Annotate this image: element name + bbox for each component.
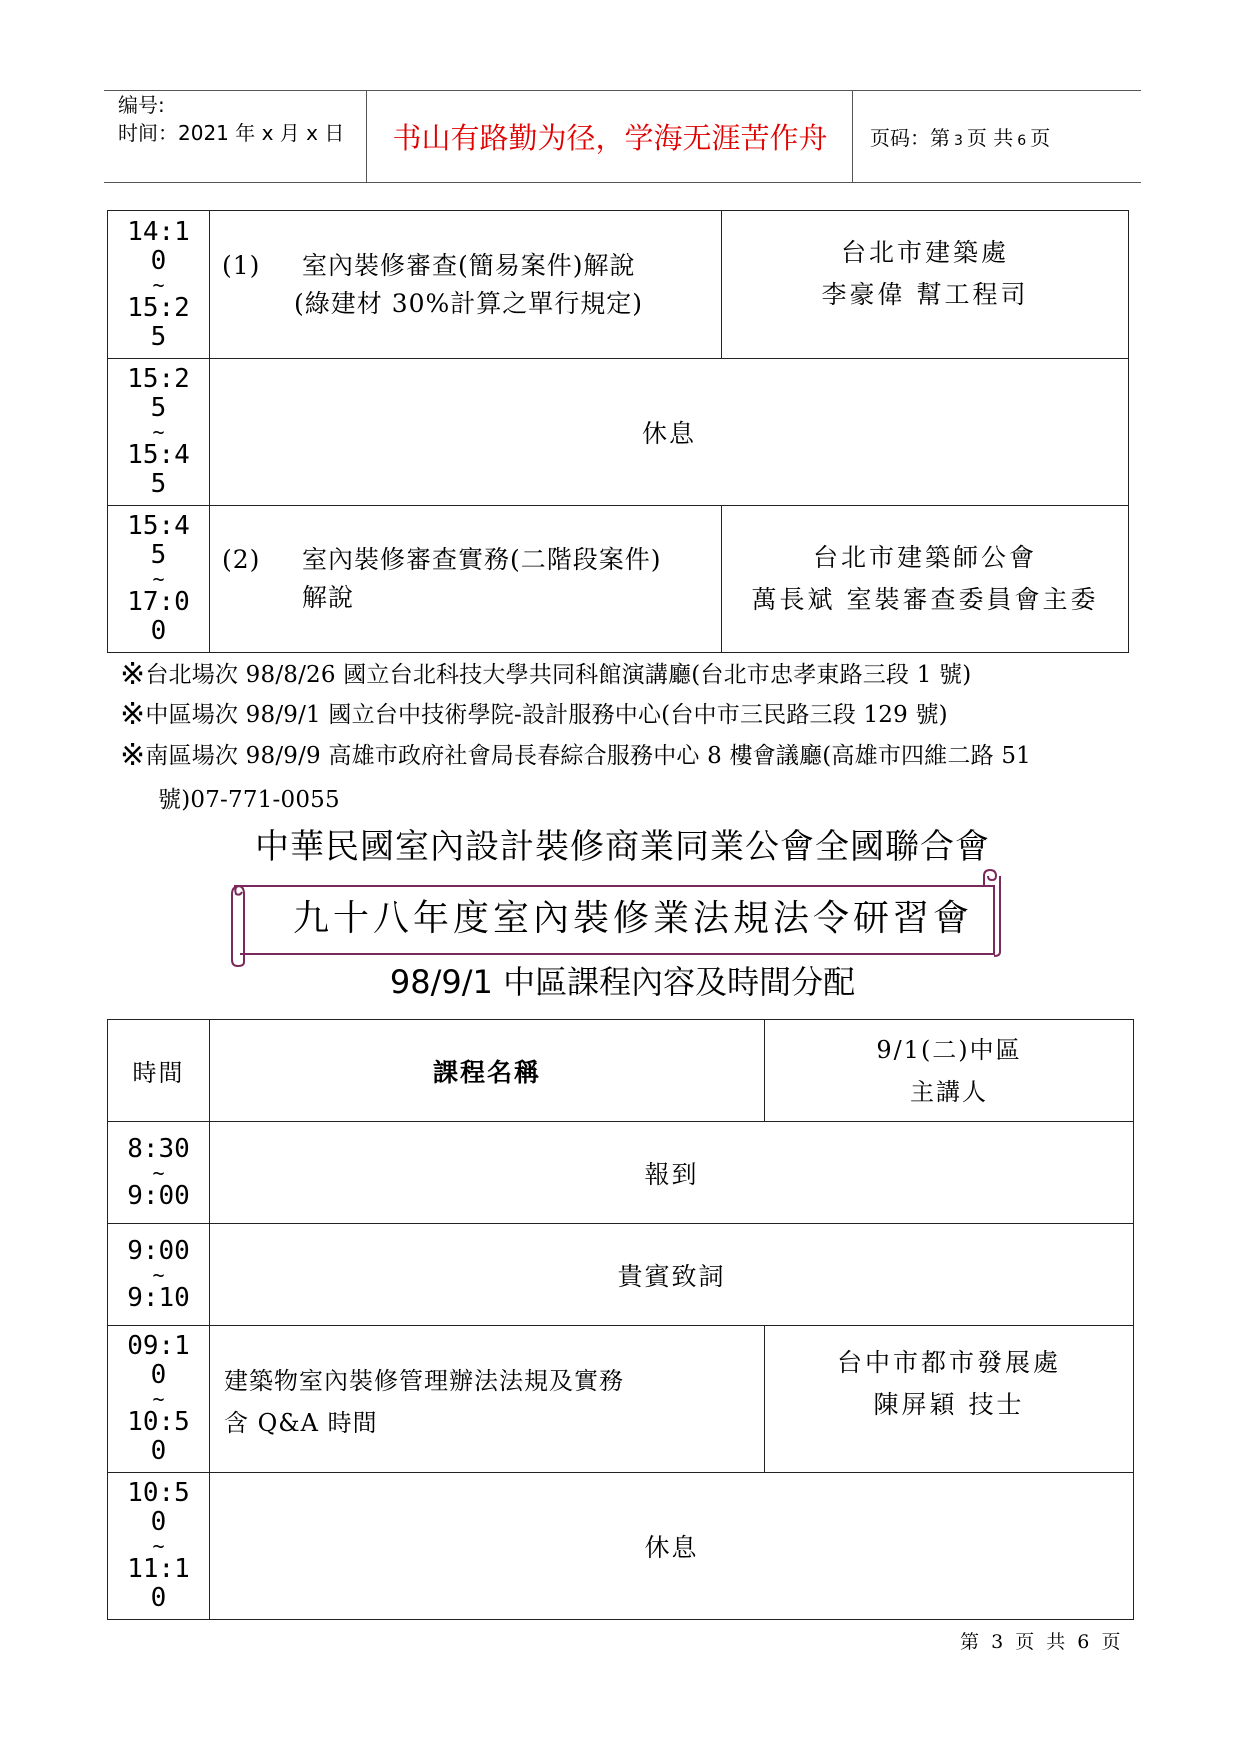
header-course: 課程名稱	[210, 1020, 765, 1122]
table-row	[108, 1326, 1134, 1473]
speaker-org: 台北市建築師公會	[812, 543, 1037, 572]
time-cell: 15:2 5 ~ 15:4 5	[108, 359, 210, 506]
reference-mark-icon: ※	[120, 657, 146, 692]
speaker-cell	[722, 211, 1129, 359]
time-cell: 9:00 ~ 9:10	[108, 1224, 210, 1326]
guest-speech-cell: 貴賓致詞	[210, 1224, 1134, 1326]
speaker-name: 萬長斌 室裝審查委員會主委	[751, 585, 1099, 614]
speaker-org: 台北市建築處	[840, 237, 1009, 267]
schedule-subtitle: 98/9/1 中區課程內容及時間分配	[389, 963, 856, 1001]
course-title-cont: 解說	[302, 583, 355, 612]
header-speaker: 9/1(二)中區 主講人	[765, 1020, 1134, 1122]
schedule-table-taipei	[107, 210, 1129, 653]
course-note: 含 Q&A 時間	[224, 1409, 378, 1437]
break-cell: 休息	[210, 1473, 1134, 1620]
speaker-cell	[765, 1326, 1134, 1473]
time-cell: 8:30 ~ 9:00	[108, 1122, 210, 1224]
course-title: 建築物室內裝修管理辦法法規及實務	[224, 1367, 624, 1395]
note-central: ※中區場次 98/9/1 國立台中技術學院-設計服務中心(台中市三民路三段 129 號)	[120, 697, 948, 732]
course-title: 室內裝修審查實務(二階段案件)	[302, 545, 662, 574]
header-top-rule	[104, 90, 1141, 91]
table-row	[108, 1224, 1134, 1326]
speaker-org: 台中市都市發展處	[836, 1348, 1061, 1377]
time-cell: 10:5 0 ~ 11:1 0	[108, 1473, 210, 1620]
speaker-name: 陳屏穎 技士	[873, 1390, 1025, 1419]
header-divider-left	[366, 91, 367, 183]
page-footer: 第 3 页 共 6 页	[960, 1631, 1124, 1653]
course-title: 室內裝修審查(簡易案件)解說	[302, 250, 636, 280]
serial-label: 编号:	[118, 93, 165, 117]
speaker-name: 李豪偉 幫工程司	[821, 279, 1029, 309]
break-cell: 休息	[210, 359, 1129, 506]
course-note: (綠建材 30%計算之單行規定)	[294, 288, 644, 318]
table-header-row	[108, 1020, 1134, 1122]
time-cell: 14:1 0 ~ 15:2 5	[108, 211, 210, 359]
note-south: ※南區場次 98/9/9 高雄市政府社會局長春綜合服務中心 8 樓會議廳(高雄市四維二路 51	[120, 738, 1032, 773]
table-row	[108, 1473, 1134, 1620]
note-taipei: ※台北場次 98/8/26 國立台北科技大學共同科館演講廳(台北市忠孝東路三段 1 號)	[120, 657, 972, 692]
course-cell	[210, 506, 722, 653]
table-row	[108, 211, 1129, 359]
checkin-cell: 報到	[210, 1122, 1134, 1224]
header-bottom-rule	[104, 182, 1141, 183]
reference-mark-icon: ※	[120, 738, 146, 773]
header-motto: 书山有路勤为径，学海无涯苦作舟	[392, 121, 828, 155]
course-cell	[210, 211, 722, 359]
event-title: 九十八年度室內裝修業法規法令研習會	[292, 898, 973, 939]
course-number: (2)	[222, 545, 261, 574]
table-row	[108, 1122, 1134, 1224]
course-cell	[210, 1326, 765, 1473]
time-cell: 15:4 5 ~ 17:0 0	[108, 506, 210, 653]
table-row	[108, 359, 1129, 506]
note-south-cont: 號)07-771-0055	[158, 787, 340, 813]
table-row	[108, 506, 1129, 653]
schedule-table-central	[107, 1019, 1134, 1620]
speaker-cell	[722, 506, 1129, 653]
header-time: 時間	[108, 1020, 210, 1122]
organization-name: 中華民國室內設計裝修商業同業公會全國聯合會	[255, 827, 990, 867]
reference-mark-icon: ※	[120, 697, 146, 732]
course-number: (1)	[222, 250, 261, 280]
time-label: 时间：2021 年 x 月 x 日	[118, 121, 345, 145]
header-divider-right	[852, 91, 853, 183]
page-indicator: 页码：第 3 页 共 6 页	[870, 126, 1051, 150]
time-cell: 09:1 0 ~ 10:5 0	[108, 1326, 210, 1473]
